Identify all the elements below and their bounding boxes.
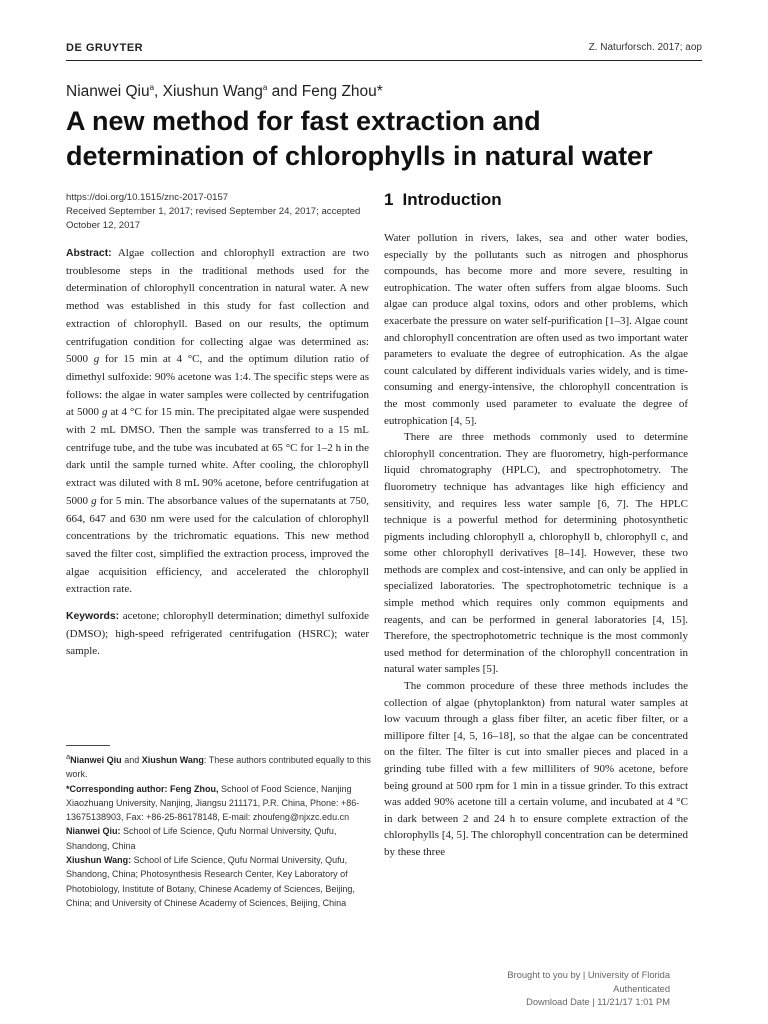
footnotes — [66, 750, 371, 910]
article-title: A new method for fast extraction and determination of chlorophylls in natural water — [66, 106, 653, 171]
body-paragraph: There are three methods commonly used to determine chlorophyll concentration. They are fluorometry, high-performance liquid chromatography (HPLC), and spectrophotometry. The fluorometry technique has advantages like high efficiency and sensitivity, and requires less water sample [6, 7]. The HPLC technique is a powerful method for determining photosynthetic pigments including chlorophyll a, chlorophyll b, chlorophyll c, and some other chlorophyll derivatives [8–14]. However, these two methods are complex and cost-intensive, and can only be applied in specialized laboratories. The spectrophotometric technique is a simple method which requires only common equipments and reagents, and can be performed in general laboratories [4, 15]. Therefore, the spectrophotometric technique is the most commonly used method for determination of the chlorophyll concentration in natural water samples [5]. — [384, 431, 688, 676]
access-line: Download Date | 11/21/17 1:01 PM — [526, 997, 670, 1007]
author-list: Nianwei Qiu$^a$, Xiushun Wang$^a$ and Feng Zhou* — [66, 83, 383, 101]
body-paragraph: The common procedure of these three methods includes the collection of algae (phytoplankton) from natural water samples at low vacuum through a glass fiber filter, an acetic fiber filter, or a millipore filter [4, 5, 16–18], so that the algae can be concentrated on the filter. The filter is cut into smaller pieces and placed in a grinding tube filled with a few milliliters of 90% acetone, before being ground at 500 rpm for 1 min in a tissue grinder. To this extract was added 90% acetone till a certain volume, and incubated at 4 °C in dark between 2 and 24 h to ensure complete extraction of the chlorophylls [4, 5]. The chlorophyll concentration can be determined by these three — [384, 680, 688, 858]
abstract-label: Abstract: — [66, 248, 112, 259]
keywords-text: acetone; chlorophyll determination; dimethyl sulfoxide (DMSO); high-speed refrigerated centrifugation (HSRC); water sample. — [66, 610, 369, 658]
publisher-name: DE GRUYTER — [66, 42, 144, 54]
section-title: Introduction — [402, 190, 502, 209]
footnote-affiliation-wang: Xiushun Wang: School of Life Science, Qufu Normal University, Qufu, Shandong, China; Photosynthesis Research Center, Key Laboratory of Photobiology, Institute of Botany, Chinese Academy of Sciences, Beijing, China; and University of Chinese Academy of Sciences, Beijing, China — [66, 855, 355, 908]
keywords — [66, 608, 369, 661]
footnote-rule — [66, 745, 110, 746]
access-line: Authenticated — [613, 983, 670, 994]
footnote-corresponding-author: *Corresponding author: Feng Zhou, School of Food Science, Nanjing Xiaozhuang University, Nanjing, Jiangsu 211171, P.R. China, Phone: +86-13675138903, Fax: +86-25-86178148, E-mail: zhoufeng@njxzc.edu.cn — [66, 783, 360, 823]
section-heading — [384, 190, 502, 210]
abstract-text: Algae collection and chlorophyll extraction are two troublesome steps in the traditional methods used for the determination of chlorophyll concentration in natural water. A new method was established in this study for fast collection and extraction of chlorophyll. Based on our results, the optimum centrifugation condition for collecting algae was determined as: 5000 g for 15 min at 4 °C, and the optimum dilution ratio of dimethyl sulfoxide: 90% acetone was 1:4. The specific steps were as follows: the algae in water samples were collected by centrifugation at 5000 g at 4 °C for 15 min. The precipitated algae were suspended with 2 mL DMSO. Then the sample was transferred to a 15 mL centrifuge tube, and the tube was incubated at 65 °C for 1–2 h in the dark until the sample turned white. After cooling, the chlorophyll extract was diluted with 8 mL 90% acetone, before centrifugation at 5000 g for 5 min. The absorbance values of the supernatants at 750, 664, 647 and 630 nm were used for the calculation of chlorophyll concentrations by the trichromatic equations. This new method saved the filter cost, simplified the extraction process, improved the algae acquisition efficiency, and accelerated the chlorophyll extraction rate. — [66, 247, 369, 596]
article-meta — [66, 191, 366, 233]
footnote-affiliation-qiu: Nianwei Qiu: School of Life Science, Qufu Normal University, Qufu, Shandong, China — [66, 826, 337, 851]
body-paragraph: Water pollution in rivers, lakes, sea and other water bodies, especially by the pollutants such as nitrogen and phosphorus compounds, has become more and more severe, resulting in eutrophication. The water often suffers from algae blooms. Such algae can produce algal toxins, odors and other problems, which exacerbate the pressure on water self-purification [1–3]. Algae count and chlorophyll concentration are often used as two important water parameters to evaluate the degree of eutrophication. As the algae count calculated by different individuals varies widely, and is time-consuming and energy-intensive, the chlorophyll concentration is the most commonly used parameter to evaluate the degree of eutrophication [4, 5]. — [384, 232, 688, 427]
keywords-label: Keywords: — [66, 611, 120, 623]
access-statement — [507, 969, 670, 1010]
received-dates: Received September 1, 2017; revised September 24, 2017; accepted October 12, 2017 — [66, 206, 361, 231]
footnote-equal-contribution: $^a$Nianwei Qiu and Xiushun Wang: These authors contributed equally to this work. — [66, 752, 371, 780]
abstract-column — [66, 245, 369, 661]
journal-citation: Z. Naturforsch. 2017; aop — [588, 42, 702, 53]
access-line: Brought to you by | University of Florida — [507, 970, 670, 980]
abstract — [66, 245, 369, 599]
header-rule — [66, 60, 702, 61]
section-number: 1 — [384, 190, 394, 209]
introduction-column — [384, 230, 688, 861]
doi-link[interactable]: https://doi.org/10.1515/znc-2017-0157 — [66, 192, 229, 203]
